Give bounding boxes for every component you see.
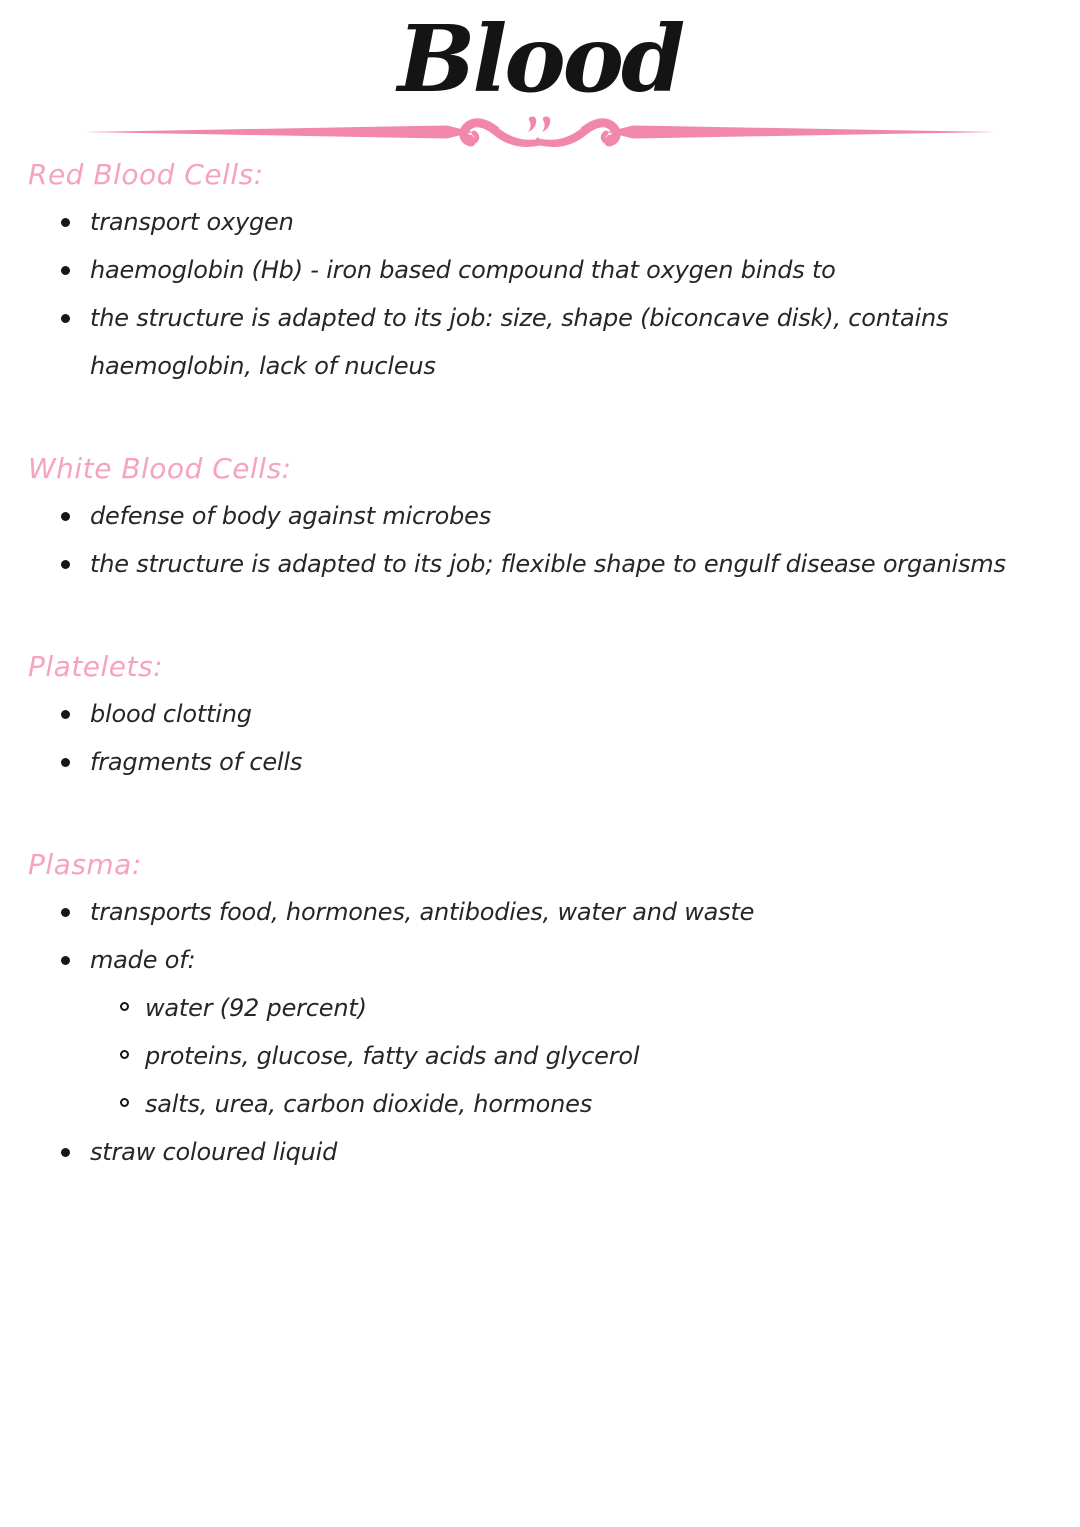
section-heading: White Blood Cells: (28, 452, 292, 485)
bullet-list (28, 690, 1054, 786)
bullet-dot-icon (61, 560, 70, 569)
bullet-text: made of: (90, 946, 196, 974)
bullet-item (28, 738, 1054, 786)
bullet-item (28, 246, 1054, 294)
section-heading: Red Blood Cells: (28, 158, 264, 191)
bullet-text: haemoglobin (Hb) - iron based compound that oxygen binds to (90, 256, 836, 284)
bullet-dot-icon (61, 266, 70, 275)
bullet-list (28, 492, 1054, 588)
page-title: Blood (397, 5, 683, 113)
bullet-text: straw coloured liquid (90, 1138, 338, 1166)
bullet-dot-icon (61, 512, 70, 521)
section-heading: Plasma: (28, 848, 142, 881)
sub-bullet-item (28, 1080, 1054, 1128)
sub-bullet-circle-icon (120, 1098, 129, 1107)
sub-bullet-item (28, 1032, 1054, 1080)
sub-bullet-item (28, 984, 1054, 1032)
bullet-text: defense of body against microbes (90, 502, 492, 530)
bullet-list (28, 888, 1054, 1176)
sub-bullet-text: proteins, glucose, fatty acids and glycerol (145, 1042, 640, 1070)
bullet-item (28, 888, 1054, 936)
sub-bullet-circle-icon (120, 1050, 129, 1059)
bullet-item (28, 936, 1054, 984)
sub-bullet-text: water (92 percent) (145, 994, 367, 1022)
bullet-text: the structure is adapted to its job: size, shape (biconcave disk), contains haemoglobin, lack of nucleus (90, 304, 949, 380)
sub-bullet-circle-icon (120, 1002, 129, 1011)
section (28, 158, 1054, 390)
bullet-list (28, 198, 1054, 390)
bullet-item (28, 540, 1054, 588)
bullet-text: blood clotting (90, 700, 252, 728)
bullet-dot-icon (61, 1148, 70, 1157)
bullet-item (28, 1128, 1054, 1176)
bullet-dot-icon (61, 218, 70, 227)
bullet-dot-icon (61, 908, 70, 917)
bullet-dot-icon (61, 956, 70, 965)
bullet-item (28, 492, 1054, 540)
sections (0, 150, 1080, 1176)
bullet-dot-icon (61, 758, 70, 767)
bullet-item (28, 198, 1054, 246)
bullet-item (28, 690, 1054, 738)
section (28, 848, 1054, 1176)
bullet-item (28, 294, 1054, 390)
bullet-text: transport oxygen (90, 208, 294, 236)
bullet-text: fragments of cells (90, 748, 303, 776)
section (28, 650, 1054, 786)
section (28, 452, 1054, 588)
section-heading: Platelets: (28, 650, 164, 683)
bullet-dot-icon (61, 314, 70, 323)
bullet-text: the structure is adapted to its job; flexible shape to engulf disease organisms (90, 550, 1006, 578)
flourish-divider-icon (75, 114, 1005, 150)
bullet-dot-icon (61, 710, 70, 719)
bullet-text: transports food, hormones, antibodies, water and waste (90, 898, 755, 926)
sub-bullet-text: salts, urea, carbon dioxide, hormones (145, 1090, 593, 1118)
